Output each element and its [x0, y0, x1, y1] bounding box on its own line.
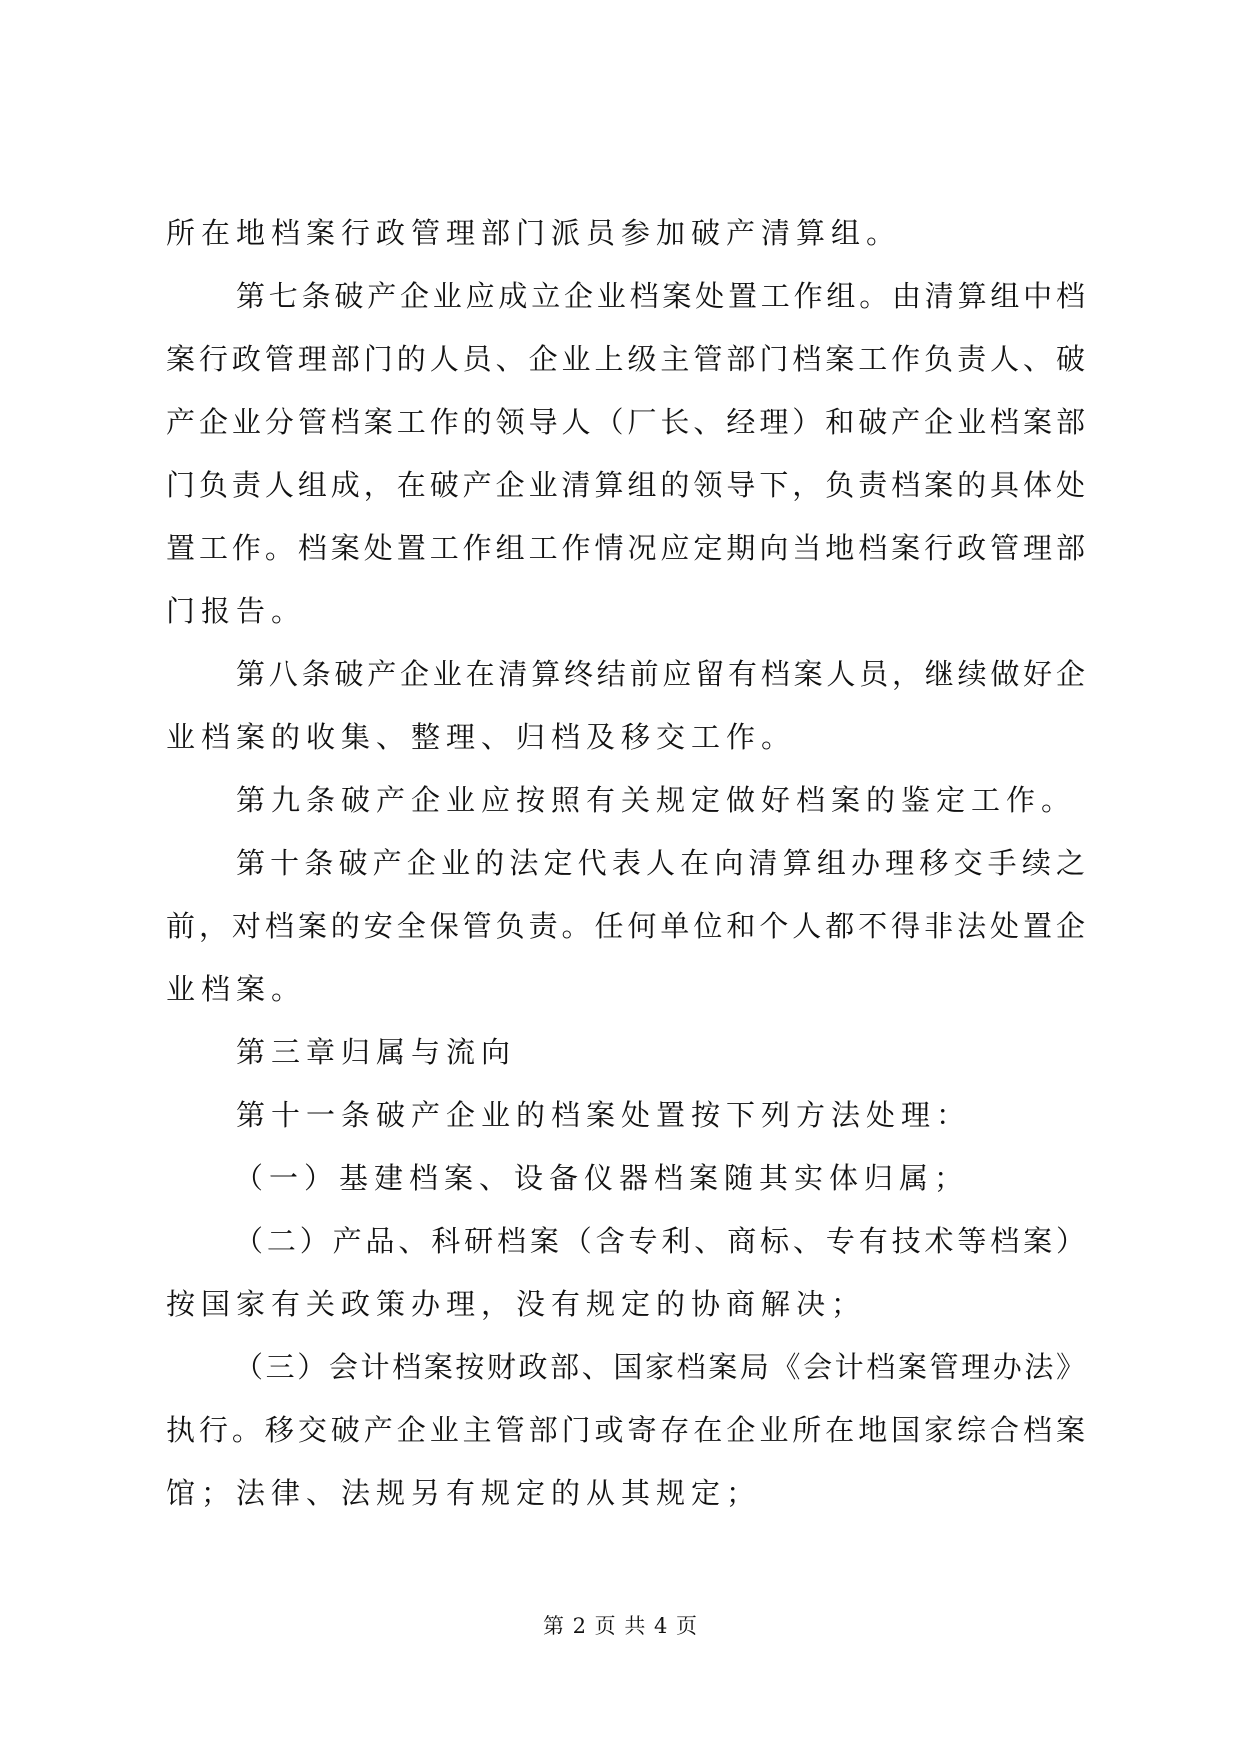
text-line: 业档案的收集、整理、归档及移交工作。 [166, 720, 797, 754]
text-line: 第九条破产企业应按照有关规定做好档案的鉴定工作。 [236, 783, 1077, 817]
text-line: 第七条破产企业应成立企业档案处置工作组。由清算组中档 [236, 279, 1086, 313]
text-line: 置工作。档案处置工作组工作情况应定期向当地档案行政管理部 [166, 531, 1086, 565]
text-line: 案行政管理部门的人员、企业上级主管部门档案工作负责人、破 [166, 342, 1086, 376]
text-line: 馆；法律、法规另有规定的从其规定； [166, 1476, 762, 1510]
text-line: 第八条破产企业在清算终结前应留有档案人员，继续做好企 [236, 657, 1086, 691]
text-line: （三）会计档案按财政部、国家档案局《会计档案管理办法》 [234, 1350, 1086, 1384]
text-line: 业档案。 [166, 972, 307, 1006]
text-line: 前，对档案的安全保管负责。任何单位和个人都不得非法处置企 [166, 909, 1086, 943]
text-line: 第十条破产企业的法定代表人在向清算组办理移交手续之 [236, 846, 1086, 880]
text-line: 产企业分管档案工作的领导人（厂长、经理）和破产企业档案部 [166, 405, 1086, 439]
text-line: 门负责人组成，在破产企业清算组的领导下，负责档案的具体处 [166, 468, 1086, 502]
text-line: （二）产品、科研档案（含专利、商标、专有技术等档案） [234, 1224, 1086, 1258]
chapter-heading: 第三章归属与流向 [236, 1035, 517, 1069]
text-line: 按国家有关政策办理，没有规定的协商解决； [166, 1287, 867, 1321]
text-line: 门报告。 [166, 594, 307, 628]
text-line: 第十一条破产企业的档案处置按下列方法处理： [236, 1098, 972, 1132]
text-line: 执行。移交破产企业主管部门或寄存在企业所在地国家综合档案 [166, 1413, 1086, 1447]
page-number-footer: 第 2 页 共 4 页 [542, 1614, 699, 1638]
document-body [166, 202, 1086, 1525]
text-line: 所在地档案行政管理部门派员参加破产清算组。 [166, 216, 902, 250]
text-line: （一）基建档案、设备仪器档案随其实体归属； [234, 1161, 970, 1195]
